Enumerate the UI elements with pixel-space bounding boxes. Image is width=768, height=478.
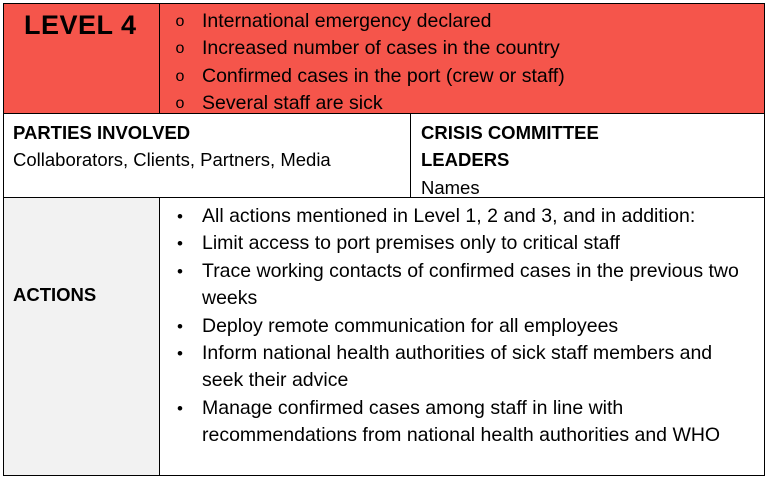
committee-title: CRISIS COMMITTEE LEADERS (421, 122, 599, 171)
criteria-item (160, 8, 764, 35)
level-title: LEVEL 4 (24, 10, 137, 40)
parties-involved-cell (3, 113, 411, 198)
action-item (160, 258, 752, 313)
action-item (160, 340, 752, 395)
bullet-icon: • (177, 207, 183, 226)
parties-text: Collaborators, Clients, Partners, Media (13, 149, 331, 171)
action-item (160, 313, 752, 340)
level-criteria-cell (159, 3, 765, 114)
action-item (160, 230, 752, 257)
circle-bullet-icon: o (175, 95, 185, 113)
criteria-item (160, 63, 764, 90)
bullet-icon: • (177, 261, 183, 281)
actions-list (160, 203, 752, 450)
committee-text: Names (421, 176, 480, 198)
criteria-item (160, 35, 764, 62)
parties-title: PARTIES INVOLVED (13, 122, 191, 143)
bullet-icon: • (177, 344, 183, 364)
circle-bullet-icon: o (175, 40, 185, 58)
action-text: Deploy remote communication for all employees (202, 314, 619, 337)
crisis-level-table (3, 3, 765, 476)
bullet-icon: • (177, 234, 183, 254)
criteria-text: Several staff are sick (202, 92, 383, 115)
bullet-icon: • (177, 316, 183, 336)
action-text: Inform national health authorities of sick staff members and seek their advice (202, 342, 713, 392)
criteria-text: Increased number of cases in the country (202, 37, 560, 60)
circle-bullet-icon: o (175, 13, 185, 30)
action-text: Manage confirmed cases among staff in line with recommendations from national health authorities and WHO (202, 396, 721, 447)
criteria-text: Confirmed cases in the port (crew or staff) (202, 64, 565, 87)
action-item (160, 395, 752, 450)
action-text: Trace working contacts of confirmed cases in the previous two weeks (202, 259, 739, 310)
actions-list-cell (159, 197, 765, 476)
action-item (160, 203, 752, 230)
actions-title: ACTIONS (13, 284, 97, 305)
level-criteria-list (160, 8, 764, 118)
circle-bullet-icon: o (175, 67, 185, 85)
action-text: All actions mentioned in Level 1, 2 and 3, and in addition: (202, 205, 696, 227)
bullet-icon: • (177, 398, 183, 418)
level-label-cell (3, 3, 160, 114)
action-text: Limit access to port premises only to critical staff (202, 232, 620, 255)
crisis-committee-cell (410, 113, 765, 198)
actions-label-cell (3, 197, 160, 476)
criteria-text: International emergency declared (202, 10, 492, 32)
